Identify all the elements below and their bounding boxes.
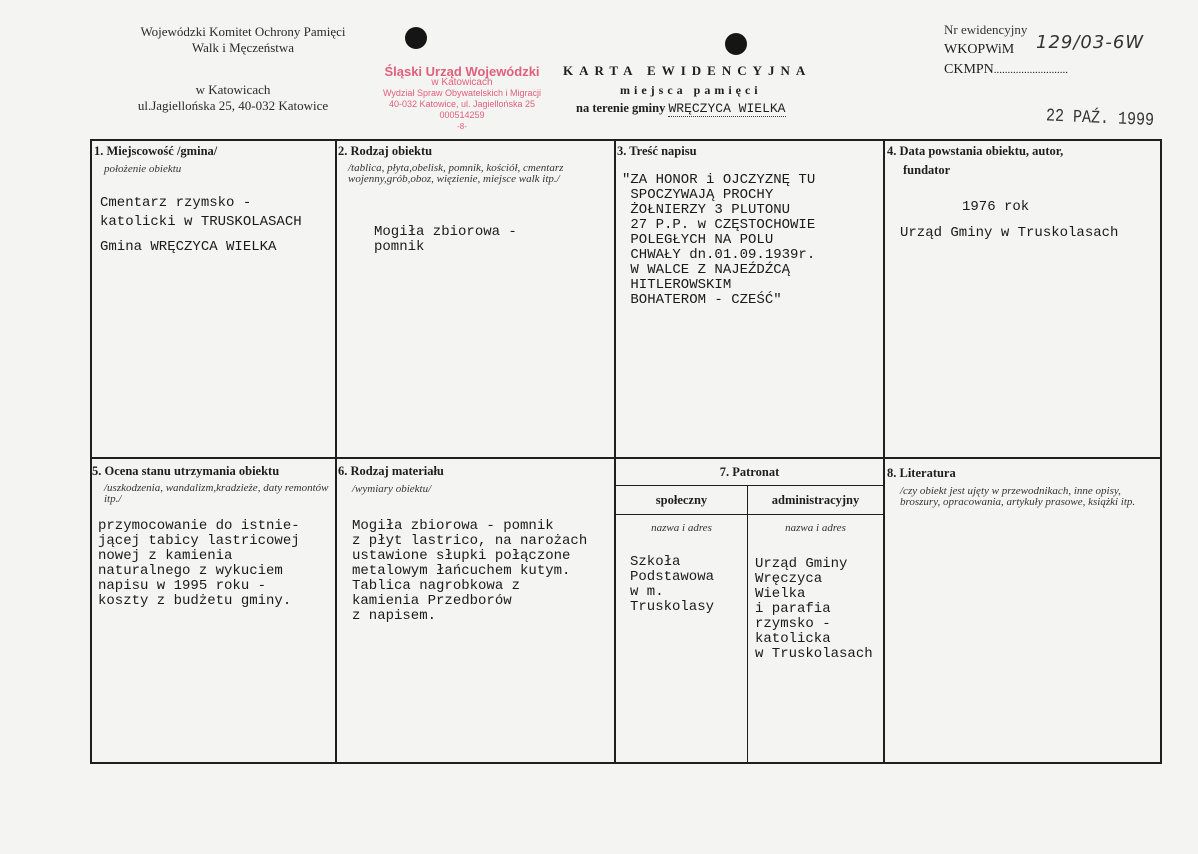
s7-admin-line-6: katolicka <box>755 631 831 647</box>
s4-label: 4. Data powstania obiektu, autor, <box>887 144 1064 158</box>
s7-admin-label: administracyjny <box>771 493 860 507</box>
s7-admin-line-7: w Truskolasach <box>755 646 873 662</box>
s7-label: 7. Patronat <box>719 465 780 479</box>
s6-line-2: z płyt lastrico, na narożach <box>352 533 588 549</box>
s6-line-7: z napisem. <box>352 608 437 624</box>
s8-hint: /czy obiekt jest ujęty w przewodnikach, inne opisy, broszury, opracowania, artykuły prasowe, książki itp. <box>900 485 1136 508</box>
s6-line-6: kamienia Przedborów <box>352 593 512 609</box>
gmina-line <box>576 101 786 116</box>
s7-social-text <box>630 555 714 615</box>
punch-hole-left <box>405 27 427 49</box>
s2-hint: /tablica, płyta,obelisk, pomnik, kościół, cmentarz wojenny,grób,oboz, więzienie, miejsce walk itp./ <box>348 162 564 185</box>
ckmpn-label: CKMPN <box>944 62 994 77</box>
s7-social-line-3: w m. <box>630 584 664 600</box>
s5-label: 5. Ocena stanu utrzymania obiektu <box>92 464 280 478</box>
nr-value: 129/03-6W <box>1036 32 1145 53</box>
s7-admin-line-3: Wielka <box>755 586 806 602</box>
s7-admin-text <box>755 557 873 662</box>
s7-social-line-4: Truskolasy <box>630 599 715 615</box>
s6-line-4: metalowym łańcuchem kutym. <box>352 563 571 579</box>
s7-admin-line-1: Urząd Gminy <box>755 556 848 572</box>
stamp-extra: -8- <box>457 122 467 131</box>
nr-label: Nr ewidencyjny <box>944 22 1028 37</box>
s1-line-2: katolicki w TRUSKOLASACH <box>100 214 302 230</box>
stamp-dept: Wydział Spraw Obywatelskich i Migracji <box>383 88 541 98</box>
s5-line-5: napisu w 1995 roku - <box>98 578 267 594</box>
address-line: ul.Jagiellońska 25, 40-032 Katowice <box>137 98 329 113</box>
stamp-name: Śląski Urząd Wojewódzki <box>384 64 540 79</box>
date-stamp: 22 PAŹ. 1999 <box>1045 106 1155 131</box>
stamp-city: w Katowicach <box>431 77 493 88</box>
city-line: w Katowicach <box>195 82 271 97</box>
committee-line2: Walk i Męczeństwa <box>191 40 295 55</box>
s3-line-6: CHWAŁY dn.01.09.1939r. <box>622 247 816 263</box>
card-subtitle: miejsca pamięci <box>620 83 762 97</box>
s3-line-2: SPOCZYWAJĄ PROCHY <box>622 187 774 203</box>
s2-line-2: pomnik <box>374 239 425 255</box>
gmina-value: WRĘCZYCA WIELKA <box>668 101 786 116</box>
s3-inscription <box>622 173 815 308</box>
ckmpn-line <box>944 62 1068 78</box>
s4-founder: Urząd Gminy w Truskolasach <box>900 225 1119 241</box>
s5-hint: /uszkodzenia, wandalizm,kradzieże, daty remontów itp./ <box>104 482 329 505</box>
s6-text <box>352 519 587 624</box>
s5-line-2: jącej tabicy lastricowej <box>98 533 300 549</box>
s7-admin-line-4: i parafia <box>755 601 831 617</box>
s6-line-1: Mogiła zbiorowa - pomnik <box>352 518 554 534</box>
s6-line-5: Tablica nagrobkowa z <box>352 578 521 594</box>
s5-line-1: przymocowanie do istnie- <box>98 518 300 534</box>
s6-line-3: ustawione słupki połączone <box>352 548 571 564</box>
s1-label: 1. Miejscowość /gmina/ <box>94 144 218 158</box>
s5-line-4: naturalnego z wykuciem <box>98 563 283 579</box>
s1-hint: położenie obiektu <box>104 163 182 175</box>
committee-line1: Wojewódzki Komitet Ochrony Pamięci <box>140 24 346 39</box>
s3-line-7: W WALCE Z NAJEŹDŹCĄ <box>622 262 791 278</box>
s3-line-5: POLEGŁYCH NA POLU <box>622 232 774 248</box>
s3-line-4: 27 P.P. w CZĘSTOCHOWIE <box>622 217 816 233</box>
committee-address <box>108 82 358 114</box>
s3-line-1: "ZA HONOR i OJCZYZNĘ TU <box>622 172 816 188</box>
s7-social-label: społeczny <box>655 493 708 507</box>
stamp-addr: 40-032 Katowice, ul. Jagiellońska 25 <box>388 99 536 109</box>
ckmpn-dots: ........................... <box>993 64 1069 76</box>
s3-label: 3. Treść napisu <box>617 144 697 158</box>
s1-line-1: Cmentarz rzymsko - <box>100 195 252 211</box>
s7-admin-line-5: rzymsko - <box>755 616 831 632</box>
s7-social-line-2: Podstawowa <box>630 569 715 585</box>
s2-line-1: Mogiła zbiorowa - <box>374 224 517 240</box>
s4-label-2: fundator <box>903 163 951 177</box>
s2-label: 2. Rodzaj obiektu <box>338 144 433 158</box>
s1-line-3: Gmina WRĘCZYCA WIELKA <box>100 239 277 255</box>
s5-text <box>98 519 300 609</box>
s8-label: 8. Literatura <box>887 466 956 480</box>
s3-line-9: BOHATEROM - CZEŚĆ" <box>622 292 782 308</box>
s3-line-3: ŻOŁNIERZY 3 PLUTONU <box>622 202 791 218</box>
stamp-regon: 000514259 <box>439 110 485 120</box>
s7-social-hint: nazwa i adres <box>651 522 712 534</box>
card-title: KARTA EWIDENCYJNA <box>563 63 812 78</box>
s7-admin-line-2: Wręczyca <box>755 571 823 587</box>
punch-hole-right <box>725 33 747 55</box>
s6-label: 6. Rodzaj materiału <box>338 464 444 478</box>
committee-name <box>108 24 378 56</box>
s4-year: 1976 rok <box>962 199 1030 215</box>
wkopwim-label: WKOPWiM <box>944 42 1015 57</box>
gmina-prefix: na terenie gminy <box>576 101 666 115</box>
s6-hint: /wymiary obiektu/ <box>352 483 432 495</box>
s5-line-6: koszty z budżetu gminy. <box>98 593 292 609</box>
office-stamp <box>362 66 562 132</box>
s5-line-3: nowej z kamienia <box>98 548 233 564</box>
s7-social-line-1: Szkoła <box>630 554 681 570</box>
s7-admin-hint: nazwa i adres <box>785 522 846 534</box>
s3-line-8: HITLEROWSKIM <box>622 277 732 293</box>
